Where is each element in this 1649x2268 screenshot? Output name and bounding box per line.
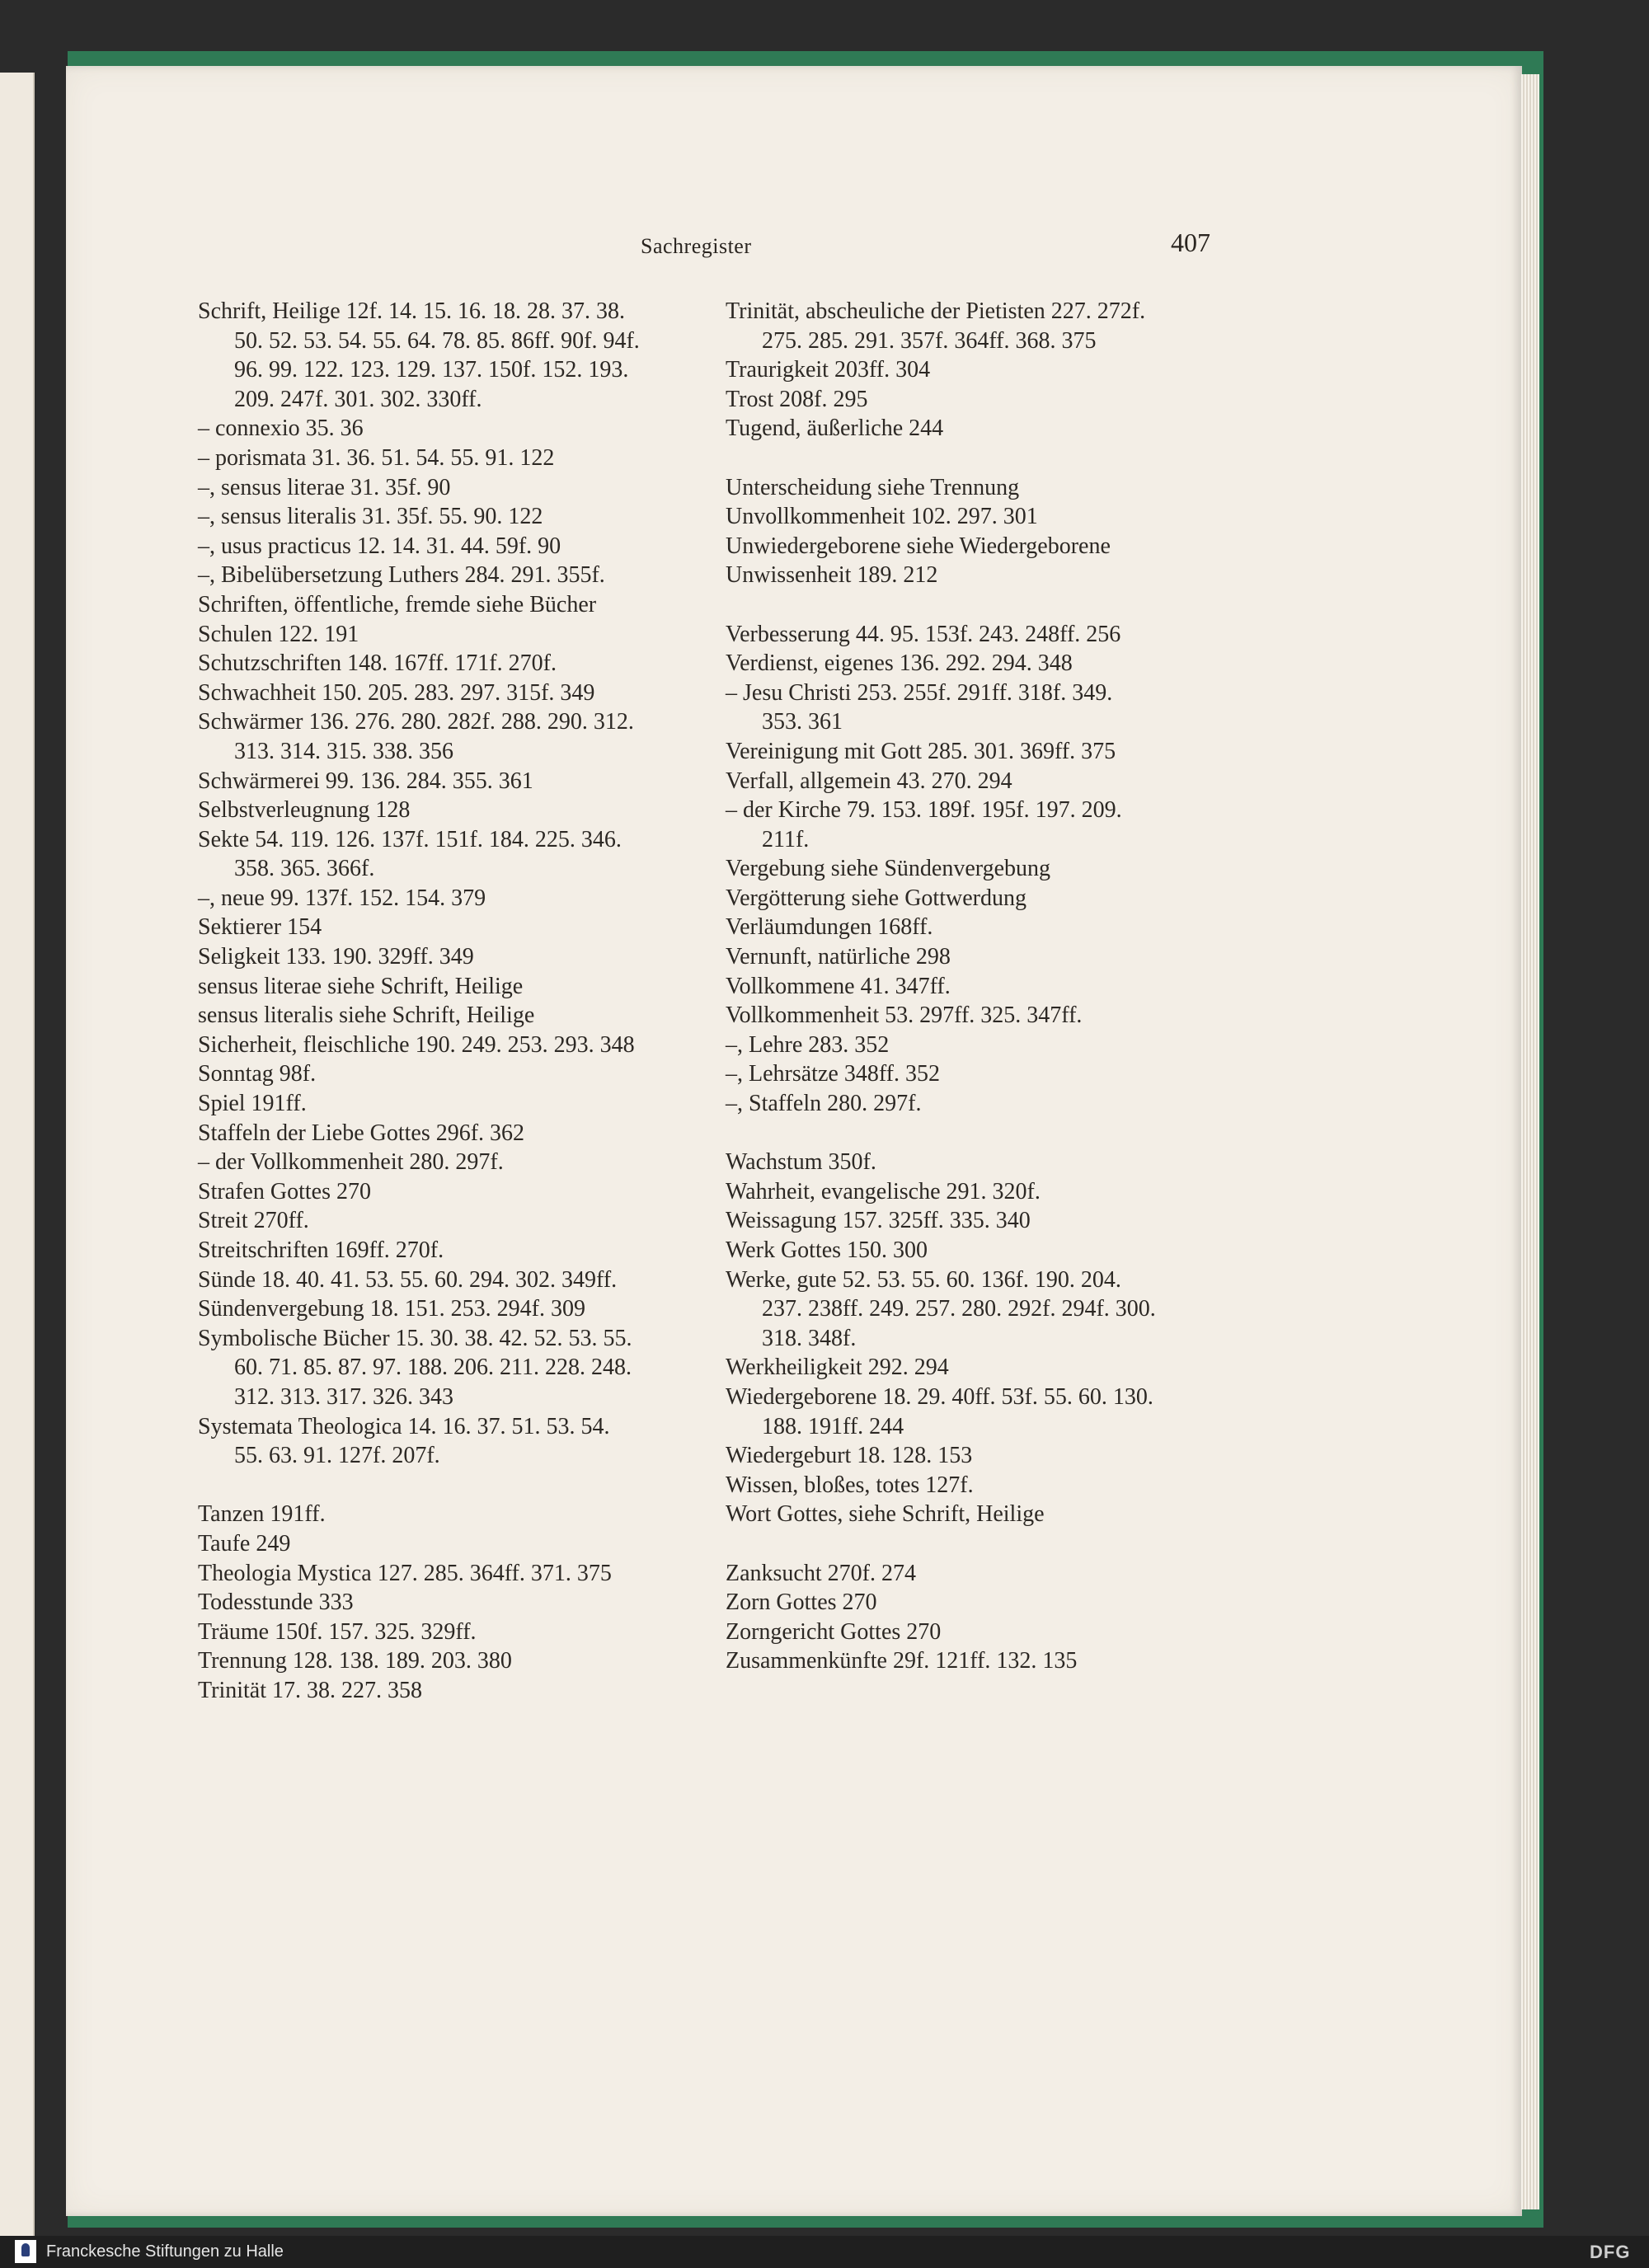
index-entry: Traurigkeit 203ff. 304 <box>726 357 931 383</box>
index-entry: – der Kirche 79. 153. 189f. 195f. 197. 209. <box>726 797 1122 824</box>
index-entry: Vergebung siehe Sündenvergebung <box>726 856 1050 882</box>
running-head: Sachregister <box>641 234 752 258</box>
index-entry: Schwachheit 150. 205. 283. 297. 315f. 349 <box>198 679 595 706</box>
index-entry: 275. 285. 291. 357f. 364ff. 368. 375 <box>762 327 1097 354</box>
index-entry: Wiedergeborene 18. 29. 40ff. 53f. 55. 60. 130. <box>726 1383 1153 1410</box>
index-entry: 96. 99. 122. 123. 129. 137. 150f. 152. 193. <box>234 357 629 383</box>
index-entry: Todesstunde 333 <box>198 1589 354 1616</box>
index-entry: Sünde 18. 40. 41. 53. 55. 60. 294. 302. 349ff. <box>198 1266 618 1293</box>
index-entry: Zorn Gottes 270 <box>726 1589 877 1616</box>
index-entry: sensus literae siehe Schrift, Heilige <box>198 973 524 999</box>
index-entry: Vollkommene 41. 347ff. <box>726 973 951 999</box>
index-entry: Unvollkommenheit 102. 297. 301 <box>726 504 1038 530</box>
index-entry: Verläumdungen 168ff. <box>726 914 933 941</box>
index-entry: –, sensus literae 31. 35f. 90 <box>198 474 451 500</box>
index-entry: sensus literalis siehe Schrift, Heilige <box>198 1003 535 1029</box>
index-entry: Unterscheidung siehe Trennung <box>726 474 1020 500</box>
index-entry: 188. 191ff. 244 <box>762 1413 904 1439</box>
index-entry: Schulen 122. 191 <box>198 621 359 647</box>
index-entry: 313. 314. 315. 338. 356 <box>234 738 453 764</box>
index-entry: Sektierer 154 <box>198 914 322 941</box>
index-entry: Sekte 54. 119. 126. 137f. 151f. 184. 225. 346. <box>198 826 622 852</box>
index-entry: Vereinigung mit Gott 285. 301. 369ff. 375 <box>726 738 1116 764</box>
index-entry: 55. 63. 91. 127f. 207f. <box>234 1443 440 1469</box>
index-entry: – porismata 31. 36. 51. 54. 55. 91. 122 <box>198 444 555 471</box>
index-entry: Werkheiligkeit 292. 294 <box>726 1355 949 1381</box>
index-entry: Trost 208f. 295 <box>726 386 868 412</box>
page-stack-edge <box>1521 74 1539 2209</box>
index-entry: –, Lehrsätze 348ff. 352 <box>726 1061 940 1087</box>
index-entry: Selbstverleugnung 128 <box>198 797 411 824</box>
index-column-left <box>198 297 726 1706</box>
index-entry: Taufe 249 <box>198 1530 291 1557</box>
index-entry: Wiedergeburt 18. 128. 153 <box>726 1443 973 1469</box>
index-entry: Sündenvergebung 18. 151. 253. 294f. 309 <box>198 1296 585 1322</box>
index-entry: Strafen Gottes 270 <box>198 1178 371 1204</box>
index-entry: 353. 361 <box>762 709 843 735</box>
index-entry: Vollkommenheit 53. 297ff. 325. 347ff. <box>726 1003 1083 1029</box>
index-entry: 60. 71. 85. 87. 97. 188. 206. 211. 228. 248. <box>234 1355 632 1381</box>
index-entry: 50. 52. 53. 54. 55. 64. 78. 85. 86ff. 90f. 94f. <box>234 327 640 354</box>
index-entry: Schriften, öffentliche, fremde siehe Bücher <box>198 591 597 617</box>
index-entry: –, Lehre 283. 352 <box>726 1031 890 1058</box>
index-entry: Träume 150f. 157. 325. 329ff. <box>198 1618 477 1645</box>
index-entry: Schutzschriften 148. 167ff. 171f. 270f. <box>198 650 557 677</box>
institution-label: Franckesche Stiftungen zu Halle <box>46 2242 284 2261</box>
index-entry: Vergötterung siehe Gottwerdung <box>726 885 1027 911</box>
index-entry: Symbolische Bücher 15. 30. 38. 42. 52. 53. 55. <box>198 1325 632 1351</box>
index-entry: Vernunft, natürliche 298 <box>726 944 951 970</box>
index-entry: – der Vollkommenheit 280. 297f. <box>198 1149 504 1176</box>
index-entry: – Jesu Christi 253. 255f. 291ff. 318f. 349. <box>726 679 1113 706</box>
index-entry: Sicherheit, fleischliche 190. 249. 253. 293. 348 <box>198 1031 635 1058</box>
index-entry: Trinität, abscheuliche der Pietisten 227. 272f. <box>726 298 1146 324</box>
index-entry: Schrift, Heilige 12f. 14. 15. 16. 18. 28. 37. 38. <box>198 298 625 324</box>
index-entry: –, neue 99. 137f. 152. 154. 379 <box>198 885 486 911</box>
index-entry: Streit 270ff. <box>198 1208 309 1234</box>
index-entry: Verbesserung 44. 95. 153f. 243. 248ff. 256 <box>726 621 1121 647</box>
index-entry: Schwärmerei 99. 136. 284. 355. 361 <box>198 768 533 794</box>
index-entry: 358. 365. 366f. <box>234 856 375 882</box>
index-entry: Wort Gottes, siehe Schrift, Heilige <box>726 1501 1045 1528</box>
index-entry: –, usus practicus 12. 14. 31. 44. 59f. 90 <box>198 533 561 559</box>
index-entry: –, sensus literalis 31. 35f. 55. 90. 122 <box>198 504 543 530</box>
index-entry: Wissen, bloßes, totes 127f. <box>726 1472 974 1498</box>
index-entry: –, Staffeln 280. 297f. <box>726 1091 922 1117</box>
index-entry: Streitschriften 169ff. 270f. <box>198 1237 444 1263</box>
index-entry: Weissagung 157. 325ff. 335. 340 <box>726 1208 1031 1234</box>
index-entry: Werk Gottes 150. 300 <box>726 1237 928 1263</box>
index-entry: Zanksucht 270f. 274 <box>726 1560 916 1586</box>
index-entry: Systemata Theologica 14. 16. 37. 51. 53. 54. <box>198 1413 610 1439</box>
index-entry: 318. 348f. <box>762 1325 857 1351</box>
index-entry: Tanzen 191ff. <box>198 1501 326 1528</box>
page-number: 407 <box>1171 228 1210 257</box>
index-entry: 237. 238ff. 249. 257. 280. 292f. 294f. 300. <box>762 1296 1156 1322</box>
index-entry: Werke, gute 52. 53. 55. 60. 136f. 190. 204. <box>726 1266 1121 1293</box>
funder-logo: DFG <box>1590 2242 1631 2262</box>
index-entry: 211f. <box>762 826 810 852</box>
index-entry: Unwissenheit 189. 212 <box>726 562 938 589</box>
index-entry: –, Bibelübersetzung Luthers 284. 291. 355f. <box>198 562 605 589</box>
index-column-right <box>726 297 1253 1676</box>
index-entry: Verdienst, eigenes 136. 292. 294. 348 <box>726 650 1073 677</box>
index-entry: Trinität 17. 38. 227. 358 <box>198 1677 422 1703</box>
index-entry: – connexio 35. 36 <box>198 416 364 442</box>
index-entry: Zorngericht Gottes 270 <box>726 1618 942 1645</box>
index-entry: Verfall, allgemein 43. 270. 294 <box>726 768 1012 794</box>
index-entry: Schwärmer 136. 276. 280. 282f. 288. 290. 312. <box>198 709 634 735</box>
previous-page-sliver <box>0 73 35 2249</box>
index-entry: Wachstum 350f. <box>726 1149 876 1176</box>
index-entry: Seligkeit 133. 190. 329ff. 349 <box>198 944 474 970</box>
index-entry: Tugend, äußerliche 244 <box>726 416 944 442</box>
index-entry: Trennung 128. 138. 189. 203. 380 <box>198 1648 512 1674</box>
index-entry: Unwiedergeborene siehe Wiedergeborene <box>726 533 1111 559</box>
index-entry: Zusammenkünfte 29f. 121ff. 132. 135 <box>726 1648 1078 1674</box>
index-entry: 209. 247f. 301. 302. 330ff. <box>234 386 482 412</box>
index-entry: Spiel 191ff. <box>198 1091 307 1117</box>
index-entry: Sonntag 98f. <box>198 1061 317 1087</box>
index-entry: Theologia Mystica 127. 285. 364ff. 371. 375 <box>198 1560 612 1586</box>
index-entry: 312. 313. 317. 326. 343 <box>234 1383 453 1410</box>
institution-logo-icon <box>15 2240 36 2263</box>
index-entry: Staffeln der Liebe Gottes 296f. 362 <box>198 1120 525 1146</box>
index-entry: Wahrheit, evangelische 291. 320f. <box>726 1178 1041 1204</box>
